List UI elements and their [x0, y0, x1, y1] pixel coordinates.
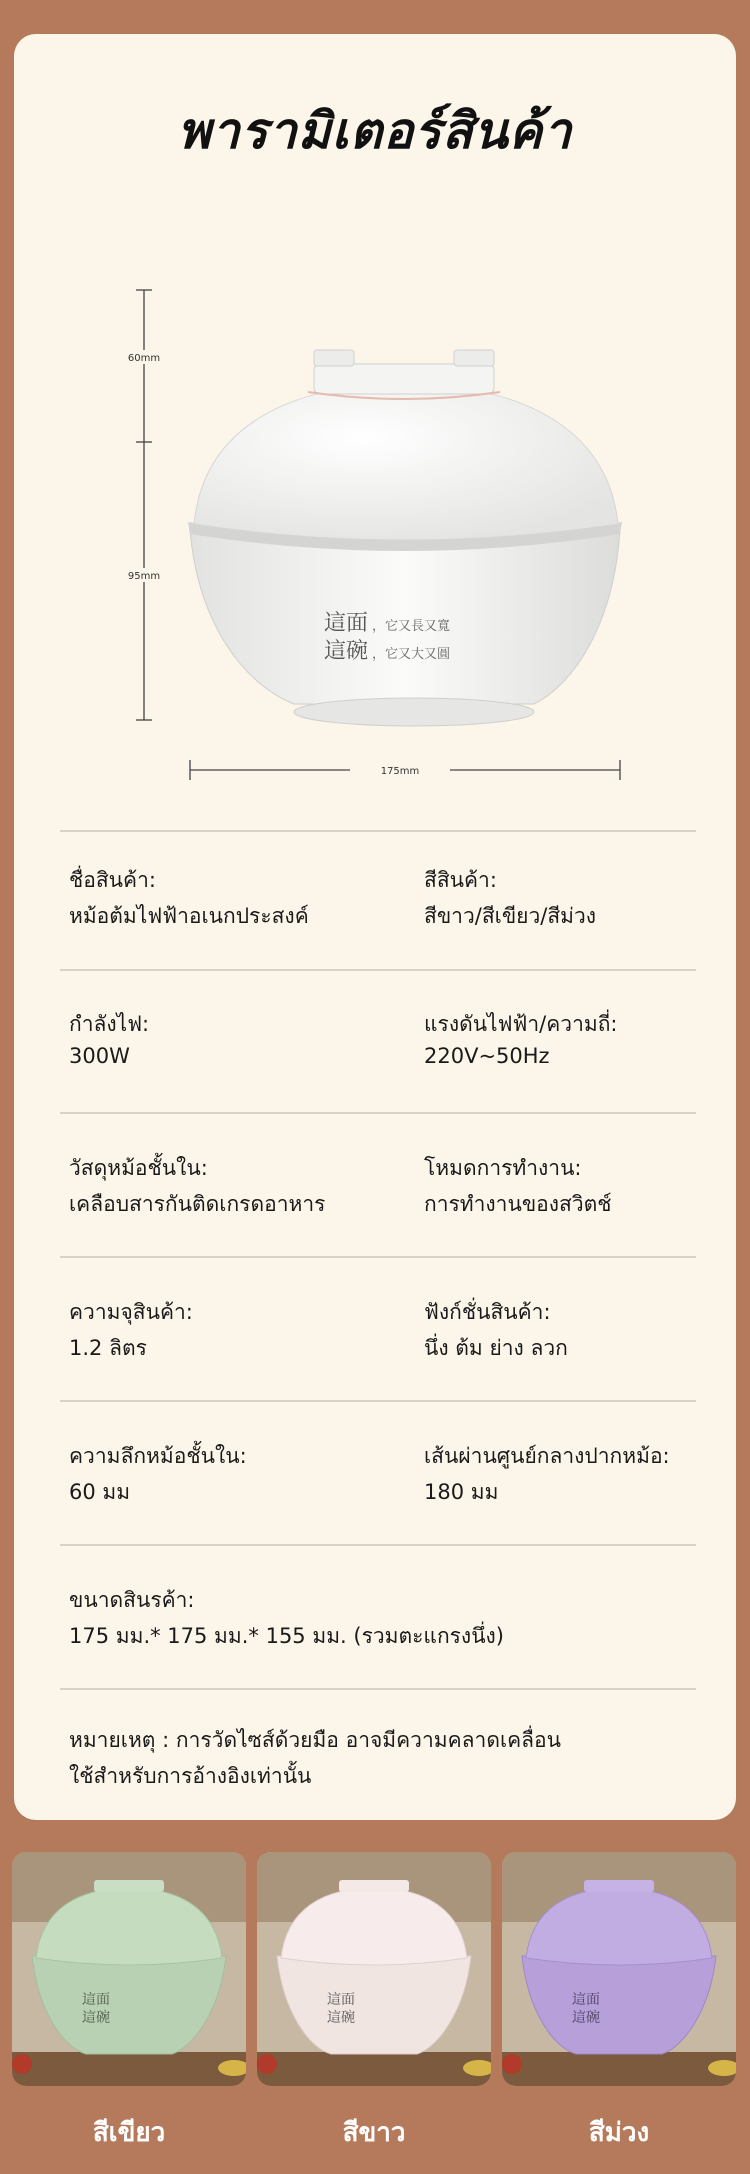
divider	[60, 1688, 696, 1690]
variant-purple-image[interactable]	[502, 1852, 736, 2086]
bowl-text-line2: 這碗	[324, 639, 369, 664]
spec-capacity-value: 1.2 ลิตร	[69, 1336, 147, 1360]
height-bottom-label: 95mm	[127, 571, 161, 582]
spec-size-label: ขนาดสินรค้า:	[69, 1588, 195, 1612]
note-line-1: หมายเหตุ : การวัดไซส์ด้วยมือ อาจมีความคลาดเคลื่อน	[69, 1728, 562, 1752]
variant-label-green: สีเขียว	[92, 2118, 166, 2148]
spec-diameter-value: 180 มม	[424, 1480, 499, 1504]
bowl-text-line2-small: ，它又大又圓	[372, 647, 451, 662]
bowl-text-line1-small: ，它又長又寬	[372, 619, 451, 634]
spec-mode-value: การทำงานของสวิตช์	[424, 1192, 612, 1216]
spec-power-label: กำลังไฟ:	[69, 1012, 150, 1036]
variant-label-purple: สีม่วง	[588, 2118, 650, 2148]
variant-label-white: สีขาว	[342, 2118, 406, 2148]
height-top-label: 60mm	[127, 353, 161, 364]
spec-material-value: เคลือบสารกันติดเกรดอาหาร	[69, 1192, 326, 1216]
svg-text:這面: 這面	[572, 1992, 600, 2008]
spec-power-value: 300W	[69, 1044, 130, 1068]
divider	[60, 1256, 696, 1258]
spec-size-value: 175 มม.* 175 มม.* 155 มม. (รวมตะแกรงนึ่ง)	[69, 1624, 504, 1648]
spec-depth-label: ความลึกหม้อชั้นใน:	[69, 1444, 247, 1468]
svg-text:這碗: 這碗	[327, 2010, 355, 2026]
divider	[60, 1112, 696, 1114]
spec-voltage-label: แรงดันไฟฟ้า/ความถี่:	[424, 1012, 618, 1036]
spec-diameter-label: เส้นผ่านศูนย์กลางปากหม้อ:	[424, 1444, 670, 1468]
spec-depth-value: 60 มม	[69, 1480, 131, 1504]
spec-mode-label: โหมดการทำงาน:	[424, 1156, 582, 1180]
spec-function-value: นึ่ง ต้ม ย่าง ลวก	[424, 1336, 568, 1360]
width-label: 175mm	[380, 766, 420, 777]
spec-voltage-value: 220V~50Hz	[424, 1044, 550, 1068]
note-line-2: ใช้สำหรับการอ้างอิงเท่านั้น	[69, 1764, 312, 1788]
variant-white-image[interactable]	[257, 1852, 491, 2086]
spec-capacity-label: ความจุสินค้า:	[69, 1300, 193, 1324]
svg-text:這碗: 這碗	[82, 2010, 110, 2026]
product-diagram	[14, 234, 736, 814]
parameters-card	[14, 34, 736, 1820]
page-title: พารามิเตอร์สินค้า	[177, 102, 573, 160]
svg-text:這碗: 這碗	[572, 2010, 600, 2026]
svg-text:這面: 這面	[82, 1992, 110, 2008]
spec-color-label: สีสินค้า:	[424, 868, 497, 892]
spec-color-value: สีขาว/สีเขียว/สีม่วง	[424, 904, 597, 928]
bowl-illustration	[14, 234, 736, 814]
spec-name-label: ชื่อสินค้า:	[69, 868, 156, 892]
svg-text:這面: 這面	[327, 1992, 355, 2008]
spec-function-label: ฟังก์ชั่นสินค้า:	[424, 1300, 551, 1324]
divider	[60, 830, 696, 832]
divider	[60, 1544, 696, 1546]
spec-name-value: หม้อต้มไฟฟ้าอเนกประสงค์	[69, 904, 309, 928]
divider	[60, 1400, 696, 1402]
bowl-text-line1: 這面	[324, 611, 369, 636]
spec-material-label: วัสดุหม้อชั้นใน:	[69, 1156, 208, 1180]
variant-green-image[interactable]	[12, 1852, 246, 2086]
divider	[60, 969, 696, 971]
